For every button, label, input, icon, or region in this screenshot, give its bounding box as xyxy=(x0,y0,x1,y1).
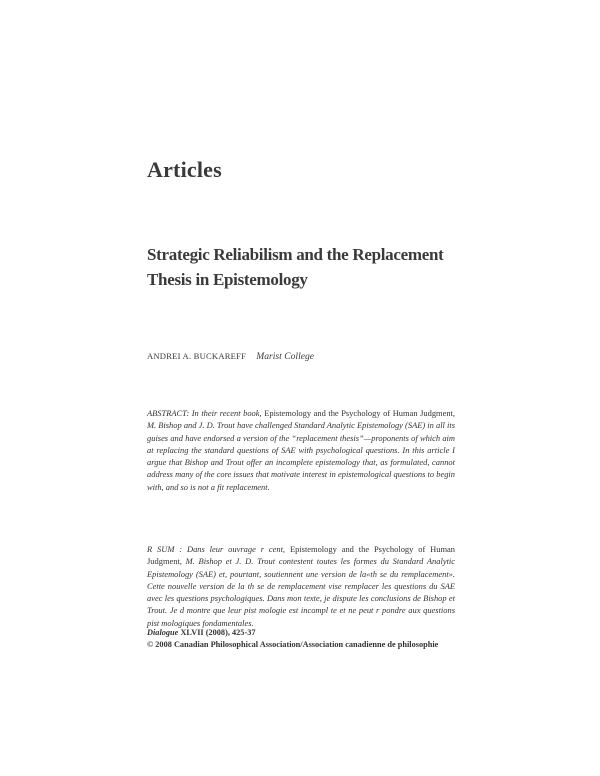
publication-footer xyxy=(147,627,438,651)
copyright-notice: © 2008 Canadian Philosophical Association/Association canadienne de philosophie xyxy=(147,640,439,649)
abstract-body: M. Bishop and J. D. Trout have challenged Standard Analytic Epistemology (SAE) in all its guises and have endorsed a version of the “replacement thesis”—proponents of which aim at replacing the standard questions of SAE with psychological questions. In this article I argue that Bishop and Trout offer an incomplete epistemology that, as formulated, cannot address many of the core issues that motivate interest in epistemological questions to begin with, and so is not a fit replacement. xyxy=(147,420,455,492)
abstract xyxy=(147,407,455,493)
title-line-1: Strategic Reliabilism and the Replacement xyxy=(147,245,444,264)
abstract-book-title: Epistemology and the Psychology of Human Judgment, xyxy=(264,408,456,418)
resume-lead: R SUM : Dans leur ouvrage r cent, xyxy=(147,544,286,554)
journal-name: Dialogue xyxy=(147,628,179,637)
author-name: ANDREI A. BUCKAREFF xyxy=(147,351,247,361)
abstract-lead: ABSTRACT: In their recent book, xyxy=(147,408,262,418)
journal-citation: XLVII (2008), 425-37 xyxy=(180,628,256,637)
section-heading: Articles xyxy=(147,157,222,182)
title-line-2: Thesis in Epistemology xyxy=(147,270,308,289)
resume-book-title: Epistemology and the Psychology of Human Judgment, xyxy=(147,544,455,567)
byline xyxy=(147,351,314,362)
resume-body: M. Bishop et J. D. Trout contestent toutes les formes du Standard Analytic Epistemology (SAE) et, pourtant, soutiennent une version de la«th se du remplacement». Cette nouvelle version de la th se de remplacement vise remplacer les questions du SAE avec les questions psychologiques. Dans mon texte, je dispute les conclusions de Bishop et Trout. Je d montre que leur pist mologie est incompl te et ne peut r pondre aux questions pist mologiques fondamentales. xyxy=(147,556,455,628)
article-title xyxy=(147,242,467,292)
resume xyxy=(147,543,455,629)
author-affiliation: Marist College xyxy=(256,351,315,362)
